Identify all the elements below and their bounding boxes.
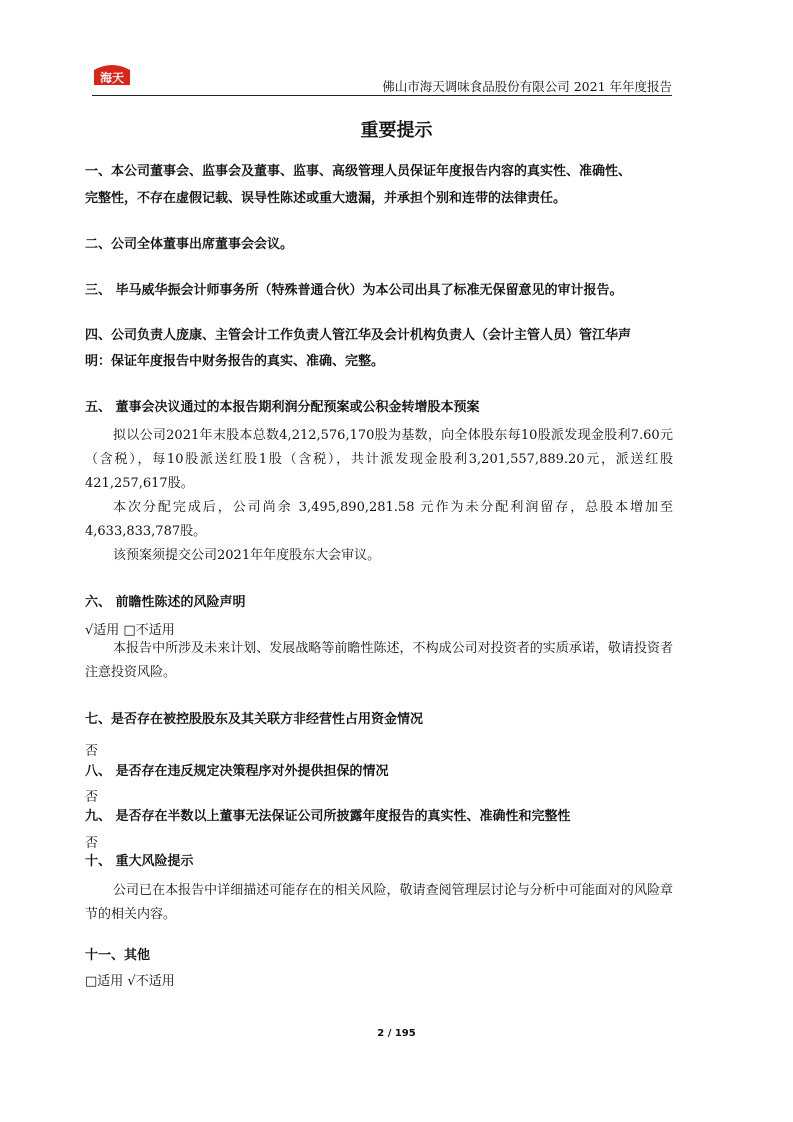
section-6-paragraph: 本报告中所涉及未来计划、发展战略等前瞻性陈述，不构成公司对投资者的实质承诺，敬请投资者注意投资风险。: [85, 641, 673, 680]
section-11-applicability: □适用 √不适用: [85, 974, 175, 989]
section-8-heading: 八、 是否存在违反规定决策程序对外提供担保的情况: [85, 764, 389, 779]
section-11-heading: 十一、其他: [85, 948, 151, 963]
section-1-line-1: 一、本公司董事会、监事会及董事、监事、高级管理人员保证年度报告内容的真实性、准确性、: [85, 164, 632, 179]
svg-text:海天: 海天: [99, 71, 125, 85]
section-5-paragraph-3: 该预案须提交公司2021年年度股东大会审议。: [113, 548, 381, 563]
report-header-title: 佛山市海天调味食品股份有限公司 2021 年年度报告: [382, 79, 672, 94]
section-1-line-2: 完整性，不存在虚假记载、误导性陈述或重大遗漏，并承担个别和连带的法律责任。: [85, 191, 567, 206]
section-8-answer: 否: [85, 790, 99, 805]
page-number: 2 / 195: [377, 1028, 416, 1039]
section-4-line-2: 明：保证年度报告中财务报告的真实、准确、完整。: [85, 354, 385, 369]
company-logo: [93, 62, 131, 86]
section-4-line-1: 四、公司负责人庞康、主管会计工作负责人管江华及会计机构负责人（会计主管人员）管江华声: [85, 328, 632, 343]
section-5-paragraph-2: 本次分配完成后，公司尚余 3,495,890,281.58 元作为未分配利润留存，总股本增加至4,633,833,787股。: [85, 500, 673, 539]
section-6-heading: 六、 前瞻性陈述的风险声明: [85, 595, 246, 610]
section-7-answer: 否: [85, 744, 99, 759]
section-10-paragraph: 公司已在本报告中详细描述可能存在的相关风险，敬请查阅管理层讨论与分析中可能面对的风险章节的相关内容。: [85, 883, 673, 922]
section-5-paragraph-1: 拟以公司2021年末股本总数4,212,576,170股为基数，向全体股东每10股派发现金股利7.60元（含税），每10股派送红股1股（含税），共计派发现金股利3,201,557,889.20元，派送红股421,257,617股。: [85, 428, 673, 491]
section-10-heading: 十、 重大风险提示: [85, 854, 194, 869]
section-5-heading: 五、 董事会决议通过的本报告期利润分配预案或公积金转增股本预案: [85, 400, 480, 415]
section-6-applicability: √适用 □不适用: [85, 623, 175, 638]
section-9-answer: 否: [85, 836, 99, 851]
page-title: 重要提示: [360, 120, 433, 141]
section-7-heading: 七、是否存在被控股股东及其关联方非经营性占用资金情况: [85, 712, 424, 727]
header-divider: [92, 95, 672, 96]
section-9-heading: 九、 是否存在半数以上董事无法保证公司所披露年度报告的真实性、准确性和完整性: [85, 809, 571, 824]
section-2: 二、公司全体董事出席董事会会议。: [85, 237, 294, 252]
section-3: 三、 毕马威华振会计师事务所（特殊普通合伙）为本公司出具了标准无保留意见的审计报告。: [85, 283, 623, 298]
